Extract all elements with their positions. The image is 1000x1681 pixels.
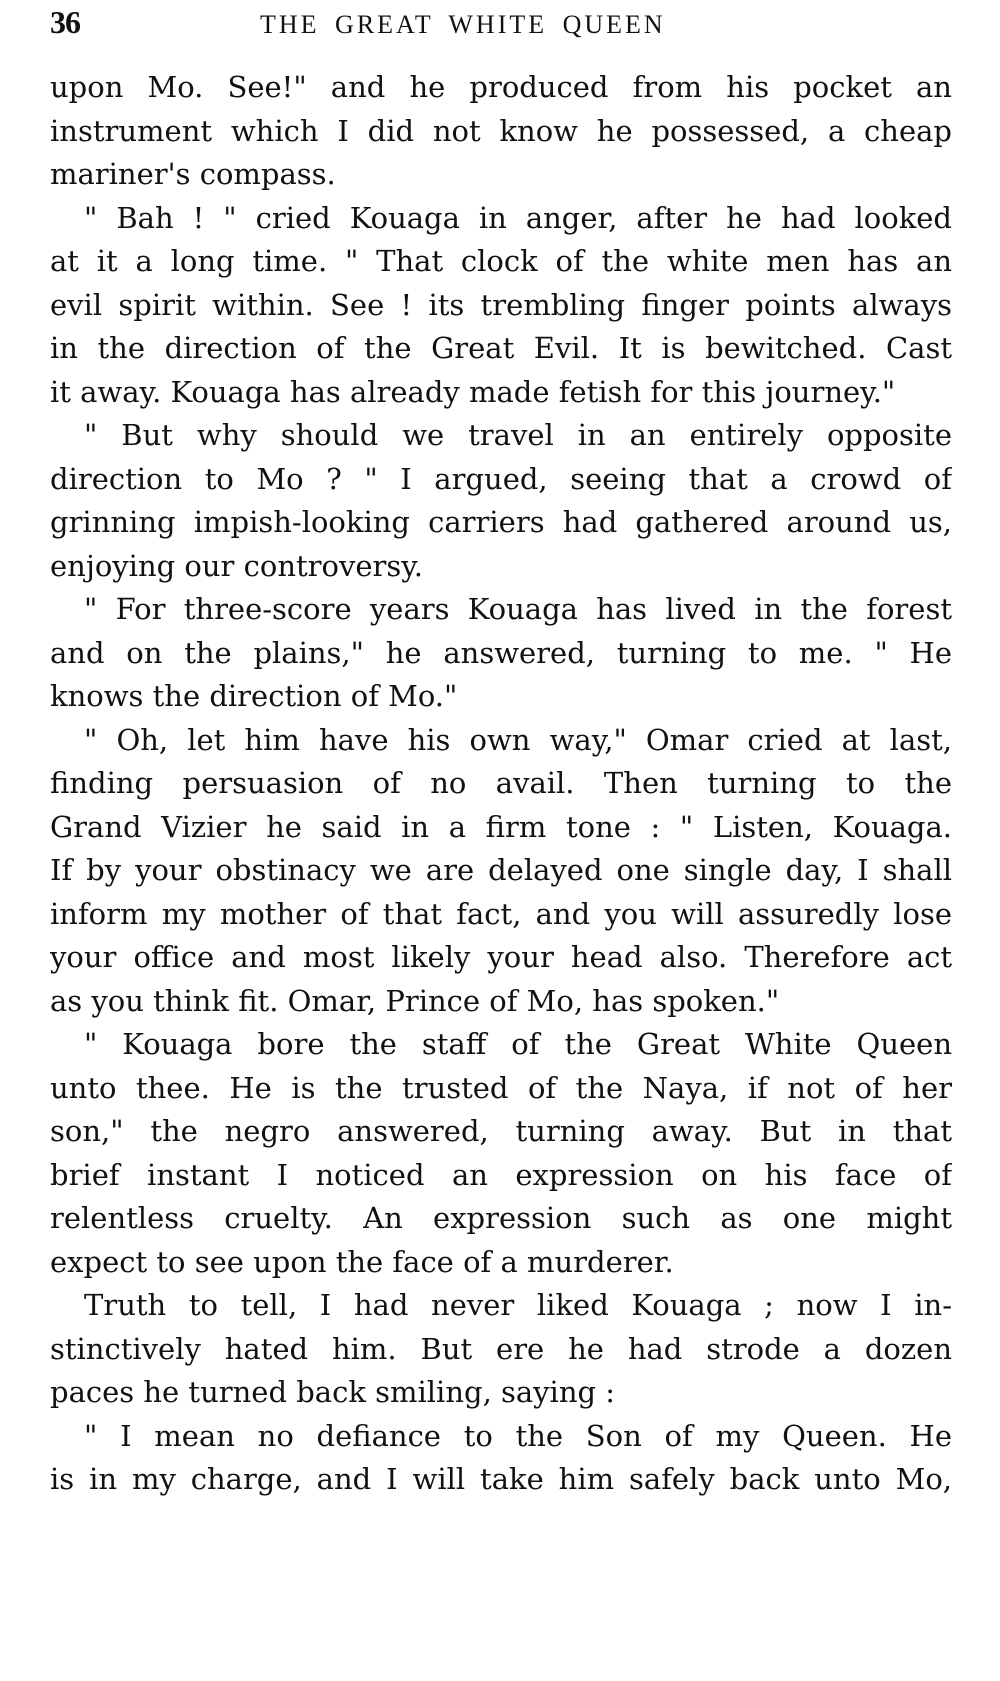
text-line: " Kouaga bore the staff of the Great White Queen <box>84 1027 952 1061</box>
paragraph <box>50 719 952 1024</box>
text-line: instrument which I did not know he possessed, a cheap <box>50 113 952 148</box>
text-line: " Bah ! " cried Kouaga in anger, after he had looked <box>84 200 952 235</box>
page-number: 36 <box>50 4 80 40</box>
paragraph <box>50 1415 952 1502</box>
text-line: knows the direction of Mo." <box>50 679 458 713</box>
paragraph <box>50 1284 952 1415</box>
text-line: " Oh, let him have his own way," Omar cried at last, <box>84 722 952 757</box>
text-line: mariner's compass. <box>50 157 336 191</box>
text-line: in the direction of the Great Evil. It is bewitched. Cast <box>50 331 952 365</box>
text-line: enjoying our controversy. <box>50 548 424 583</box>
text-line: as you think fit. Omar, Prince of Mo, has spoken." <box>50 983 780 1018</box>
paragraph <box>50 66 952 197</box>
text-line: inform my mother of that fact, and you will assuredly lose <box>50 896 952 931</box>
text-body <box>50 66 952 1502</box>
text-line: " For three-score years Kouaga has lived in the forest <box>84 592 952 626</box>
text-line: son," the negro answered, turning away. But in that <box>50 1114 952 1148</box>
text-line: brief instant I noticed an expression on his face of <box>50 1157 952 1192</box>
text-line: " I mean no defiance to the Son of my Queen. He <box>84 1418 952 1453</box>
running-head <box>50 4 950 48</box>
text-line: it away. Kouaga has already made fetish for this journey." <box>50 374 896 409</box>
text-line: relentless cruelty. An expression such as one might <box>50 1201 952 1235</box>
text-line: Grand Vizier he said in a firm tone : " Listen, Kouaga. <box>50 809 952 844</box>
text-line: If by your obstinacy we are delayed one single day, I shall <box>50 853 952 887</box>
text-line: " But why should we travel in an entirely opposite <box>84 418 952 452</box>
text-line: unto thee. He is the trusted of the Naya, if not of her <box>50 1070 952 1105</box>
text-line: your office and most likely your head also. Therefore act <box>50 940 952 974</box>
text-line: grinning impish-looking carriers had gathered around us, <box>50 505 952 539</box>
text-line: paces he turned back smiling, saying : <box>50 1375 616 1409</box>
text-line: upon Mo. See!" and he produced from his pocket an <box>50 70 952 104</box>
paragraph <box>50 414 952 588</box>
text-line: and on the plains," he answered, turning to me. " He <box>50 635 952 670</box>
paragraph <box>50 1023 952 1284</box>
paragraph <box>50 588 952 719</box>
text-line: stinctively hated him. But ere he had strode a dozen <box>50 1331 952 1366</box>
text-line: direction to Mo ? " I argued, seeing that a crowd of <box>50 461 952 496</box>
paragraph <box>50 197 952 415</box>
text-line: finding persuasion of no avail. Then turning to the <box>50 766 952 800</box>
text-line: Truth to tell, I had never liked Kouaga ; now I in- <box>84 1288 952 1322</box>
running-title: THE GREAT WHITE QUEEN <box>260 10 666 39</box>
text-line: at it a long time. " That clock of the white men has an <box>50 244 952 278</box>
text-line: expect to see upon the face of a murderer. <box>50 1244 674 1279</box>
text-line: is in my charge, and I will take him safely back unto Mo, <box>50 1462 952 1496</box>
text-line: evil spirit within. See ! its trembling finger points always <box>50 287 952 322</box>
